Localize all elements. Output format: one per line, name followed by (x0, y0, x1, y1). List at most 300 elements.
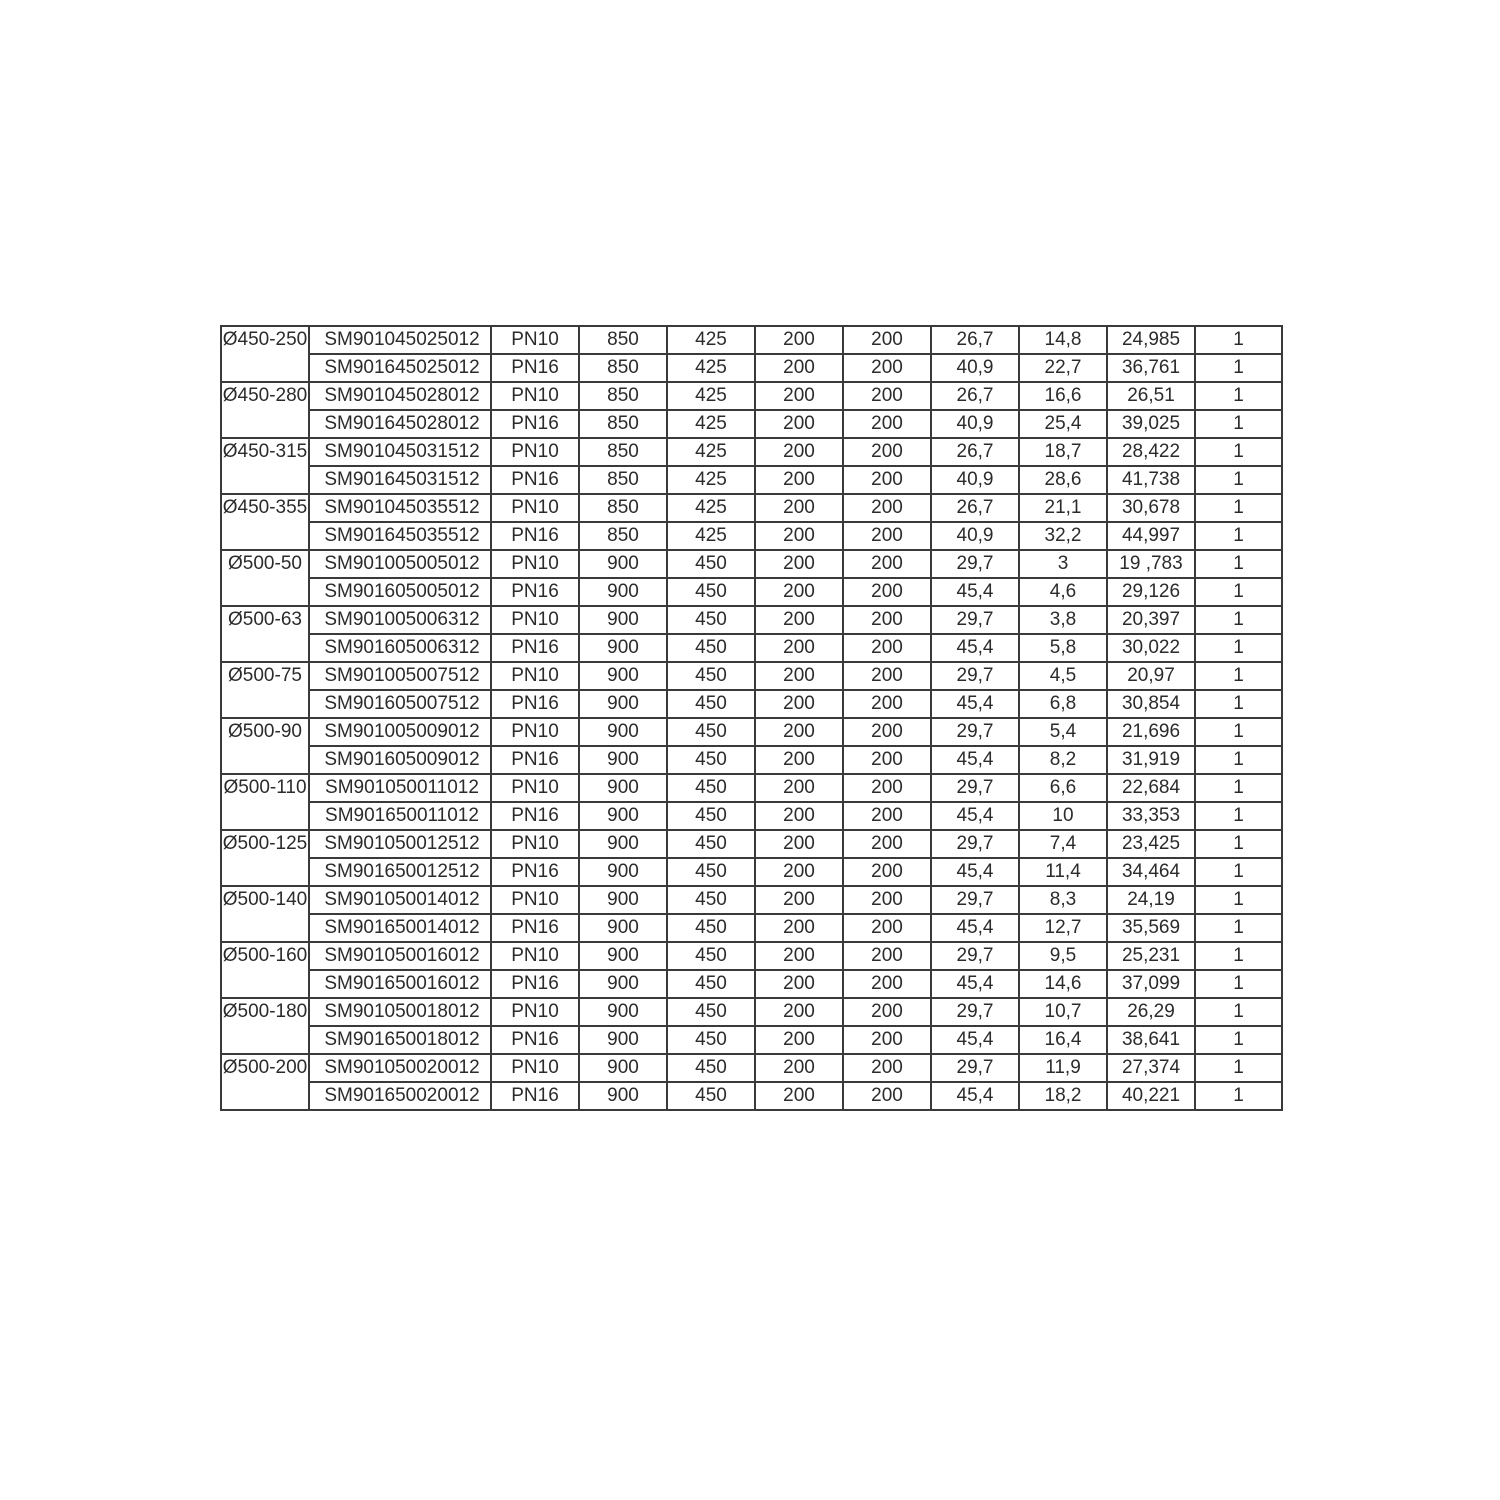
value-cell: 30,854 (1107, 690, 1195, 718)
article-code-cell: SM901045031512 (309, 438, 491, 466)
value-cell: 1 (1195, 466, 1282, 494)
value-cell: 22,684 (1107, 774, 1195, 802)
value-cell: 12,7 (1019, 914, 1107, 942)
pressure-class-cell: PN10 (491, 1054, 579, 1082)
value-cell: 450 (667, 606, 755, 634)
value-cell: 1 (1195, 886, 1282, 914)
value-cell: 450 (667, 1054, 755, 1082)
value-cell: 29,126 (1107, 578, 1195, 606)
value-cell: 1 (1195, 550, 1282, 578)
value-cell: 200 (755, 830, 843, 858)
table-row (221, 354, 1282, 382)
value-cell: 200 (755, 522, 843, 550)
article-code-cell: SM901045025012 (309, 326, 491, 354)
value-cell: 200 (843, 494, 931, 522)
value-cell: 45,4 (931, 1026, 1019, 1054)
size-cell: Ø500-50 (221, 550, 309, 606)
article-code-cell: SM901650020012 (309, 1082, 491, 1110)
value-cell: 1 (1195, 578, 1282, 606)
value-cell: 21,696 (1107, 718, 1195, 746)
pressure-class-cell: PN16 (491, 634, 579, 662)
pressure-class-cell: PN16 (491, 970, 579, 998)
value-cell: 200 (843, 578, 931, 606)
value-cell: 425 (667, 494, 755, 522)
size-cell: Ø450-315 (221, 438, 309, 494)
pressure-class-cell: PN16 (491, 410, 579, 438)
value-cell: 450 (667, 634, 755, 662)
article-code-cell: SM901005007512 (309, 662, 491, 690)
value-cell: 40,9 (931, 410, 1019, 438)
value-cell: 450 (667, 1082, 755, 1110)
value-cell: 1 (1195, 802, 1282, 830)
value-cell: 425 (667, 326, 755, 354)
value-cell: 45,4 (931, 634, 1019, 662)
table-row (221, 886, 1282, 914)
pressure-class-cell: PN16 (491, 802, 579, 830)
value-cell: 5,8 (1019, 634, 1107, 662)
table-row (221, 634, 1282, 662)
article-code-cell: SM901645035512 (309, 522, 491, 550)
value-cell: 450 (667, 550, 755, 578)
value-cell: 31,919 (1107, 746, 1195, 774)
value-cell: 16,6 (1019, 382, 1107, 410)
value-cell: 450 (667, 802, 755, 830)
article-code-cell: SM901050020012 (309, 1054, 491, 1082)
value-cell: 200 (843, 466, 931, 494)
value-cell: 200 (843, 606, 931, 634)
size-cell: Ø500-63 (221, 606, 309, 662)
value-cell: 900 (579, 858, 667, 886)
value-cell: 850 (579, 438, 667, 466)
value-cell: 900 (579, 690, 667, 718)
value-cell: 200 (755, 326, 843, 354)
value-cell: 200 (843, 550, 931, 578)
table-row (221, 998, 1282, 1026)
value-cell: 26,7 (931, 382, 1019, 410)
table-row (221, 494, 1282, 522)
value-cell: 200 (843, 718, 931, 746)
value-cell: 38,641 (1107, 1026, 1195, 1054)
value-cell: 200 (755, 438, 843, 466)
table-row (221, 718, 1282, 746)
value-cell: 850 (579, 522, 667, 550)
value-cell: 900 (579, 970, 667, 998)
table-row (221, 550, 1282, 578)
pressure-class-cell: PN16 (491, 522, 579, 550)
value-cell: 1 (1195, 382, 1282, 410)
value-cell: 41,738 (1107, 466, 1195, 494)
value-cell: 3 (1019, 550, 1107, 578)
value-cell: 1 (1195, 914, 1282, 942)
value-cell: 200 (843, 1054, 931, 1082)
value-cell: 29,7 (931, 1054, 1019, 1082)
pressure-class-cell: PN10 (491, 942, 579, 970)
value-cell: 1 (1195, 1082, 1282, 1110)
value-cell: 200 (755, 886, 843, 914)
article-code-cell: SM901005009012 (309, 718, 491, 746)
value-cell: 1 (1195, 690, 1282, 718)
pressure-class-cell: PN10 (491, 998, 579, 1026)
pressure-class-cell: PN10 (491, 774, 579, 802)
value-cell: 850 (579, 410, 667, 438)
article-code-cell: SM901650014012 (309, 914, 491, 942)
value-cell: 45,4 (931, 970, 1019, 998)
value-cell: 850 (579, 354, 667, 382)
pressure-class-cell: PN16 (491, 690, 579, 718)
pressure-class-cell: PN16 (491, 354, 579, 382)
value-cell: 26,7 (931, 494, 1019, 522)
value-cell: 200 (843, 970, 931, 998)
value-cell: 45,4 (931, 746, 1019, 774)
article-code-cell: SM901605005012 (309, 578, 491, 606)
value-cell: 36,761 (1107, 354, 1195, 382)
value-cell: 1 (1195, 998, 1282, 1026)
value-cell: 1 (1195, 606, 1282, 634)
value-cell: 200 (755, 802, 843, 830)
table-row (221, 438, 1282, 466)
value-cell: 26,7 (931, 438, 1019, 466)
article-code-cell: SM901045028012 (309, 382, 491, 410)
article-code-cell: SM901650012512 (309, 858, 491, 886)
article-code-cell: SM901605007512 (309, 690, 491, 718)
article-code-cell: SM901650016012 (309, 970, 491, 998)
value-cell: 900 (579, 1026, 667, 1054)
table-body (221, 326, 1282, 1110)
value-cell: 18,7 (1019, 438, 1107, 466)
value-cell: 1 (1195, 410, 1282, 438)
value-cell: 34,464 (1107, 858, 1195, 886)
value-cell: 200 (755, 690, 843, 718)
article-code-cell: SM901050014012 (309, 886, 491, 914)
table-row (221, 1054, 1282, 1082)
article-code-cell: SM901005005012 (309, 550, 491, 578)
value-cell: 29,7 (931, 830, 1019, 858)
value-cell: 1 (1195, 718, 1282, 746)
table-row (221, 410, 1282, 438)
value-cell: 40,9 (931, 466, 1019, 494)
value-cell: 27,374 (1107, 1054, 1195, 1082)
value-cell: 200 (755, 410, 843, 438)
value-cell: 450 (667, 690, 755, 718)
value-cell: 200 (755, 606, 843, 634)
size-cell: Ø450-355 (221, 494, 309, 550)
value-cell: 26,7 (931, 326, 1019, 354)
value-cell: 900 (579, 718, 667, 746)
value-cell: 450 (667, 942, 755, 970)
value-cell: 1 (1195, 1026, 1282, 1054)
value-cell: 26,29 (1107, 998, 1195, 1026)
value-cell: 33,353 (1107, 802, 1195, 830)
size-cell: Ø500-75 (221, 662, 309, 718)
value-cell: 45,4 (931, 858, 1019, 886)
value-cell: 29,7 (931, 998, 1019, 1026)
value-cell: 7,4 (1019, 830, 1107, 858)
table-row (221, 578, 1282, 606)
value-cell: 11,4 (1019, 858, 1107, 886)
value-cell: 44,997 (1107, 522, 1195, 550)
value-cell: 200 (755, 662, 843, 690)
pressure-class-cell: PN10 (491, 830, 579, 858)
value-cell: 900 (579, 886, 667, 914)
value-cell: 200 (755, 382, 843, 410)
pressure-class-cell: PN10 (491, 606, 579, 634)
table-row (221, 802, 1282, 830)
value-cell: 200 (755, 970, 843, 998)
value-cell: 45,4 (931, 802, 1019, 830)
value-cell: 450 (667, 830, 755, 858)
value-cell: 14,6 (1019, 970, 1107, 998)
value-cell: 30,678 (1107, 494, 1195, 522)
value-cell: 200 (843, 522, 931, 550)
size-cell: Ø500-140 (221, 886, 309, 942)
value-cell: 850 (579, 494, 667, 522)
table-row (221, 858, 1282, 886)
value-cell: 450 (667, 662, 755, 690)
value-cell: 10,7 (1019, 998, 1107, 1026)
value-cell: 200 (843, 662, 931, 690)
value-cell: 900 (579, 774, 667, 802)
value-cell: 900 (579, 550, 667, 578)
value-cell: 900 (579, 830, 667, 858)
pressure-class-cell: PN10 (491, 550, 579, 578)
value-cell: 200 (755, 914, 843, 942)
value-cell: 14,8 (1019, 326, 1107, 354)
value-cell: 450 (667, 578, 755, 606)
size-cell: Ø500-125 (221, 830, 309, 886)
value-cell: 200 (755, 1026, 843, 1054)
value-cell: 1 (1195, 970, 1282, 998)
value-cell: 450 (667, 970, 755, 998)
size-cell: Ø500-90 (221, 718, 309, 774)
value-cell: 1 (1195, 662, 1282, 690)
value-cell: 4,5 (1019, 662, 1107, 690)
value-cell: 11,9 (1019, 1054, 1107, 1082)
value-cell: 900 (579, 998, 667, 1026)
value-cell: 900 (579, 942, 667, 970)
value-cell: 1 (1195, 354, 1282, 382)
pressure-class-cell: PN10 (491, 662, 579, 690)
size-cell: Ø500-200 (221, 1054, 309, 1110)
pressure-class-cell: PN10 (491, 886, 579, 914)
size-cell: Ø450-280 (221, 382, 309, 438)
pressure-class-cell: PN10 (491, 438, 579, 466)
pressure-class-cell: PN10 (491, 718, 579, 746)
size-cell: Ø500-160 (221, 942, 309, 998)
value-cell: 6,8 (1019, 690, 1107, 718)
value-cell: 200 (755, 998, 843, 1026)
value-cell: 200 (843, 1026, 931, 1054)
value-cell: 900 (579, 606, 667, 634)
value-cell: 24,985 (1107, 326, 1195, 354)
article-code-cell: SM901650018012 (309, 1026, 491, 1054)
value-cell: 200 (843, 774, 931, 802)
value-cell: 900 (579, 578, 667, 606)
value-cell: 200 (843, 326, 931, 354)
table-row (221, 1082, 1282, 1110)
value-cell: 1 (1195, 326, 1282, 354)
value-cell: 200 (843, 942, 931, 970)
pressure-class-cell: PN16 (491, 1082, 579, 1110)
table-row (221, 662, 1282, 690)
value-cell: 200 (843, 858, 931, 886)
value-cell: 200 (843, 746, 931, 774)
article-code-cell: SM901645028012 (309, 410, 491, 438)
value-cell: 200 (755, 1054, 843, 1082)
value-cell: 200 (755, 550, 843, 578)
value-cell: 26,51 (1107, 382, 1195, 410)
value-cell: 29,7 (931, 718, 1019, 746)
value-cell: 1 (1195, 858, 1282, 886)
value-cell: 10 (1019, 802, 1107, 830)
value-cell: 19 ,783 (1107, 550, 1195, 578)
value-cell: 1 (1195, 942, 1282, 970)
value-cell: 32,2 (1019, 522, 1107, 550)
value-cell: 425 (667, 354, 755, 382)
value-cell: 3,8 (1019, 606, 1107, 634)
table-row (221, 522, 1282, 550)
article-code-cell: SM901050018012 (309, 998, 491, 1026)
value-cell: 200 (755, 494, 843, 522)
value-cell: 200 (843, 914, 931, 942)
value-cell: 200 (843, 690, 931, 718)
value-cell: 20,97 (1107, 662, 1195, 690)
value-cell: 16,4 (1019, 1026, 1107, 1054)
table-row (221, 942, 1282, 970)
value-cell: 1 (1195, 830, 1282, 858)
value-cell: 30,022 (1107, 634, 1195, 662)
value-cell: 425 (667, 522, 755, 550)
value-cell: 45,4 (931, 1082, 1019, 1110)
value-cell: 39,025 (1107, 410, 1195, 438)
value-cell: 45,4 (931, 690, 1019, 718)
pressure-class-cell: PN16 (491, 1026, 579, 1054)
value-cell: 35,569 (1107, 914, 1195, 942)
value-cell: 6,6 (1019, 774, 1107, 802)
pressure-class-cell: PN16 (491, 858, 579, 886)
value-cell: 18,2 (1019, 1082, 1107, 1110)
table-row (221, 914, 1282, 942)
pressure-class-cell: PN16 (491, 466, 579, 494)
article-code-cell: SM901050016012 (309, 942, 491, 970)
value-cell: 29,7 (931, 606, 1019, 634)
value-cell: 200 (843, 802, 931, 830)
table-row (221, 830, 1282, 858)
value-cell: 900 (579, 1054, 667, 1082)
value-cell: 1 (1195, 1054, 1282, 1082)
value-cell: 900 (579, 746, 667, 774)
value-cell: 45,4 (931, 578, 1019, 606)
value-cell: 20,397 (1107, 606, 1195, 634)
value-cell: 1 (1195, 746, 1282, 774)
table-row (221, 774, 1282, 802)
value-cell: 900 (579, 662, 667, 690)
pressure-class-cell: PN16 (491, 746, 579, 774)
pressure-class-cell: PN16 (491, 914, 579, 942)
value-cell: 200 (843, 1082, 931, 1110)
value-cell: 425 (667, 438, 755, 466)
value-cell: 29,7 (931, 550, 1019, 578)
article-code-cell: SM901650011012 (309, 802, 491, 830)
value-cell: 200 (755, 354, 843, 382)
value-cell: 200 (843, 634, 931, 662)
value-cell: 200 (755, 578, 843, 606)
article-code-cell: SM901050011012 (309, 774, 491, 802)
table-row (221, 466, 1282, 494)
value-cell: 1 (1195, 774, 1282, 802)
value-cell: 25,231 (1107, 942, 1195, 970)
value-cell: 200 (755, 942, 843, 970)
value-cell: 40,9 (931, 522, 1019, 550)
size-cell: Ø450-250 (221, 326, 309, 382)
value-cell: 425 (667, 382, 755, 410)
value-cell: 425 (667, 466, 755, 494)
specification-table (220, 325, 1283, 1111)
table-row (221, 382, 1282, 410)
value-cell: 450 (667, 914, 755, 942)
value-cell: 1 (1195, 438, 1282, 466)
value-cell: 40,9 (931, 354, 1019, 382)
value-cell: 450 (667, 718, 755, 746)
value-cell: 29,7 (931, 942, 1019, 970)
value-cell: 28,422 (1107, 438, 1195, 466)
value-cell: 24,19 (1107, 886, 1195, 914)
table-row (221, 746, 1282, 774)
article-code-cell: SM901045035512 (309, 494, 491, 522)
article-code-cell: SM901605006312 (309, 634, 491, 662)
value-cell: 900 (579, 914, 667, 942)
value-cell: 200 (755, 1082, 843, 1110)
value-cell: 23,425 (1107, 830, 1195, 858)
value-cell: 200 (755, 718, 843, 746)
pressure-class-cell: PN16 (491, 578, 579, 606)
value-cell: 8,3 (1019, 886, 1107, 914)
value-cell: 8,2 (1019, 746, 1107, 774)
value-cell: 200 (755, 746, 843, 774)
value-cell: 1 (1195, 634, 1282, 662)
value-cell: 29,7 (931, 662, 1019, 690)
article-code-cell: SM901605009012 (309, 746, 491, 774)
value-cell: 900 (579, 1082, 667, 1110)
table-row (221, 1026, 1282, 1054)
value-cell: 450 (667, 1026, 755, 1054)
value-cell: 200 (843, 830, 931, 858)
value-cell: 4,6 (1019, 578, 1107, 606)
article-code-cell: SM901005006312 (309, 606, 491, 634)
value-cell: 200 (843, 886, 931, 914)
table-row (221, 326, 1282, 354)
value-cell: 29,7 (931, 886, 1019, 914)
value-cell: 200 (843, 410, 931, 438)
value-cell: 850 (579, 466, 667, 494)
value-cell: 9,5 (1019, 942, 1107, 970)
value-cell: 1 (1195, 522, 1282, 550)
value-cell: 200 (755, 466, 843, 494)
value-cell: 200 (843, 438, 931, 466)
value-cell: 37,099 (1107, 970, 1195, 998)
value-cell: 450 (667, 858, 755, 886)
value-cell: 450 (667, 774, 755, 802)
value-cell: 21,1 (1019, 494, 1107, 522)
value-cell: 200 (843, 354, 931, 382)
value-cell: 22,7 (1019, 354, 1107, 382)
value-cell: 850 (579, 382, 667, 410)
article-code-cell: SM901645025012 (309, 354, 491, 382)
value-cell: 200 (755, 634, 843, 662)
value-cell: 900 (579, 802, 667, 830)
value-cell: 900 (579, 634, 667, 662)
value-cell: 450 (667, 998, 755, 1026)
pressure-class-cell: PN10 (491, 382, 579, 410)
